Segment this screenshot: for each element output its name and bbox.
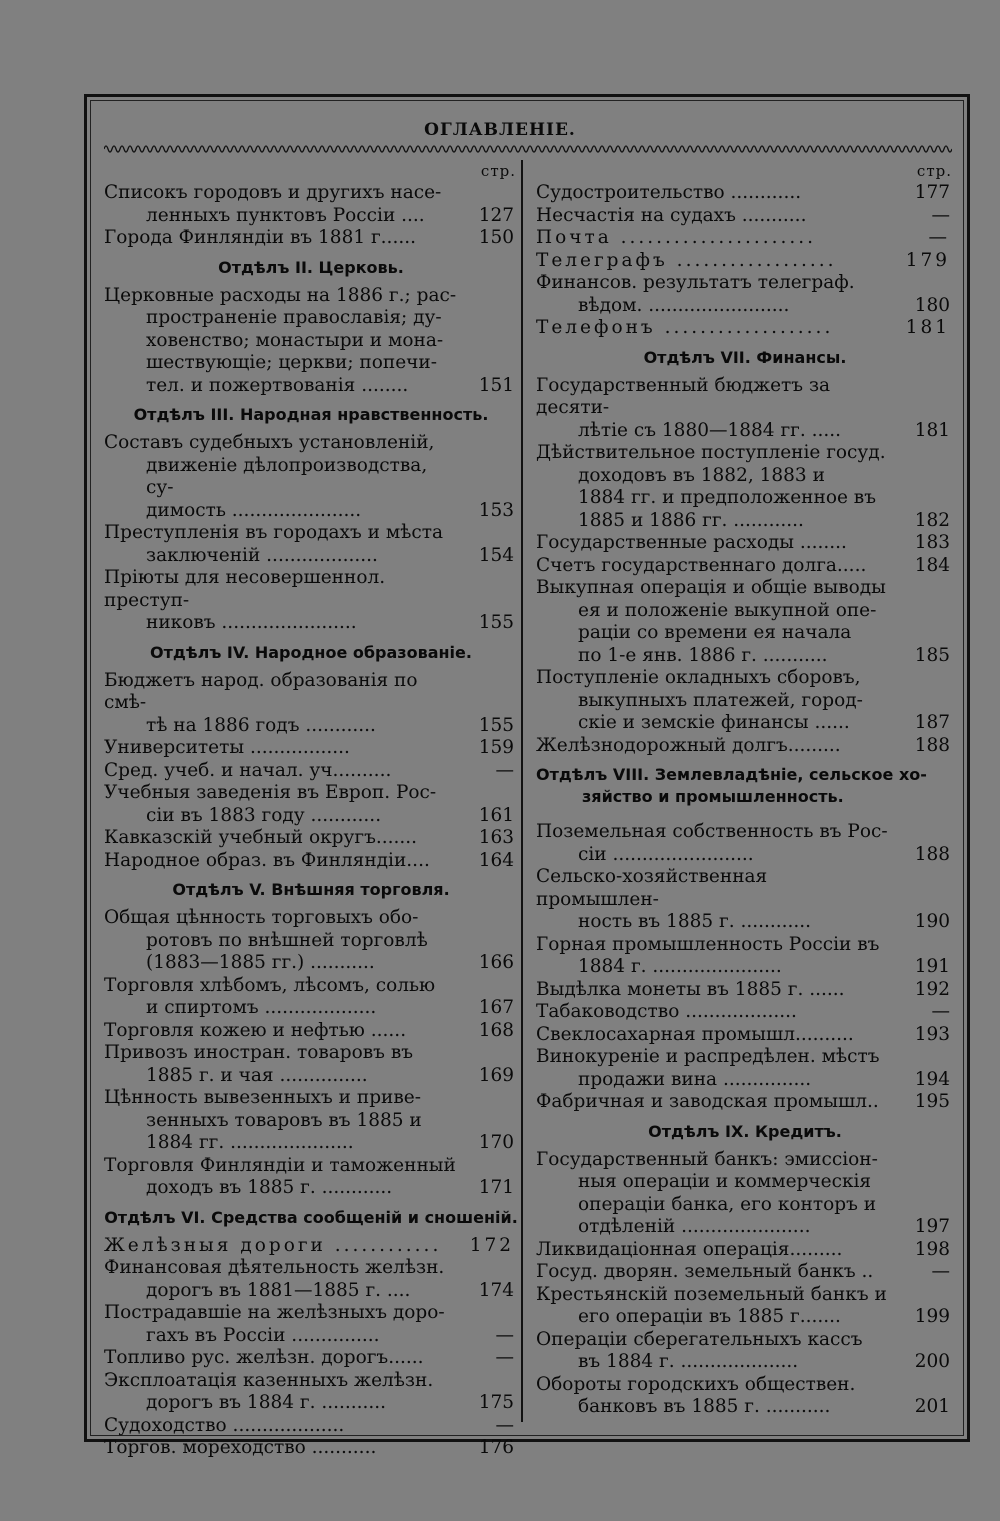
toc-page-number: 193 bbox=[914, 1023, 950, 1045]
toc-page-number: 180 bbox=[914, 294, 950, 316]
toc-entry[interactable] bbox=[104, 182, 518, 227]
toc-entry-text: Госуд. дворян. земельный банкъ .. bbox=[536, 1261, 874, 1282]
toc-entry[interactable] bbox=[104, 432, 518, 522]
toc-page-number: 159 bbox=[478, 737, 514, 758]
toc-entry-text: Желѣзныя дороги ............ bbox=[104, 1234, 442, 1256]
toc-entry[interactable] bbox=[104, 285, 518, 398]
toc-entry[interactable] bbox=[104, 522, 518, 567]
toc-entry-text: Сельско-хозяйственная промышлен- bbox=[536, 866, 768, 910]
toc-entry-text: 1885 и 1886 гг. ............ bbox=[578, 509, 804, 531]
toc-entry-text: ленныхъ пунктовъ Россіи .... bbox=[146, 204, 425, 226]
toc-entry-text: Телеграфъ .................. bbox=[536, 249, 837, 271]
toc-entry-text: Операціи сберегательныхъ кассъ bbox=[536, 1328, 863, 1350]
toc-entry-text: Сред. учеб. и начал. уч.......... bbox=[104, 759, 392, 781]
toc-page-number: 181 bbox=[905, 317, 950, 338]
toc-entry-text: Крестьянскій поземельный банкъ и bbox=[536, 1283, 887, 1305]
toc-page-number: 183 bbox=[914, 532, 950, 553]
toc-page-number: 172 bbox=[469, 1234, 514, 1256]
toc-page-number: 181 bbox=[914, 419, 950, 441]
toc-entry[interactable] bbox=[104, 737, 518, 760]
toc-entry[interactable] bbox=[104, 670, 518, 738]
toc-entry[interactable] bbox=[104, 1155, 518, 1200]
toc-entry-text: Народное образ. въ Финляндіи.... bbox=[104, 849, 430, 871]
section-heading bbox=[104, 404, 518, 426]
toc-page-number: 194 bbox=[914, 1068, 950, 1090]
toc-entry-text: движеніе дѣлопроизводства, су- bbox=[146, 454, 428, 498]
page-column-label: стр. bbox=[480, 162, 516, 180]
toc-entry[interactable] bbox=[536, 442, 954, 532]
toc-entry-text: продажи вина ............... bbox=[578, 1068, 812, 1090]
toc-page-number: 176 bbox=[478, 1437, 514, 1458]
toc-page-number: 161 bbox=[478, 804, 514, 826]
section-heading bbox=[536, 1121, 954, 1143]
page-title: ОГЛАВЛЕНІЕ. bbox=[424, 120, 576, 140]
toc-entry[interactable] bbox=[536, 227, 954, 250]
toc-page-number: 177 bbox=[914, 182, 950, 203]
toc-page-number: 171 bbox=[478, 1177, 514, 1198]
toc-page-number: 199 bbox=[914, 1306, 950, 1327]
toc-entry[interactable] bbox=[104, 1437, 518, 1460]
decorative-wavy-rule bbox=[104, 142, 952, 156]
toc-entry-text: Поземельная собственность въ Рос- bbox=[536, 821, 888, 842]
toc-entry-text: ныя операціи и коммерческія bbox=[578, 1171, 872, 1192]
toc-entry-text: его операціи въ 1885 г....... bbox=[578, 1306, 841, 1327]
toc-page-number: 163 bbox=[478, 827, 514, 848]
toc-entry-text: и спиртомъ ................... bbox=[146, 997, 377, 1018]
section-heading bbox=[104, 1207, 518, 1229]
toc-entry[interactable] bbox=[536, 1001, 954, 1024]
toc-entry-text: Поступленіе окладныхъ сборовъ, bbox=[536, 667, 861, 688]
toc-entry-text: Пострадавшіе на желѣзныхъ доро- bbox=[104, 1302, 445, 1323]
toc-entry-text: Эксплоатація казенныхъ желѣзн. bbox=[104, 1369, 434, 1391]
toc-page-number: 184 bbox=[914, 554, 950, 576]
toc-entry[interactable] bbox=[536, 1046, 954, 1091]
toc-entry[interactable] bbox=[536, 934, 954, 979]
section-heading bbox=[104, 642, 518, 664]
toc-page-number: 187 bbox=[914, 712, 950, 733]
section-heading-line: Отдѣлъ VI. Средства сообщеній и сношеній. bbox=[104, 1207, 518, 1227]
toc-entry-text: выкупныхъ платежей, город- bbox=[578, 689, 863, 711]
toc-entry-text: въ 1884 г. .................... bbox=[578, 1351, 799, 1372]
toc-page-number: 169 bbox=[478, 1064, 514, 1086]
toc-entry-text: 1884 г. ...................... bbox=[578, 956, 782, 977]
toc-entry-text: Судоходство ................... bbox=[104, 1414, 345, 1436]
toc-entry[interactable] bbox=[536, 272, 954, 317]
section-heading bbox=[104, 257, 518, 279]
toc-entry[interactable] bbox=[536, 205, 954, 228]
toc-entry-text: Дѣйствительное поступленіе госуд. bbox=[536, 442, 886, 463]
toc-entry[interactable] bbox=[104, 975, 518, 1020]
toc-entry[interactable] bbox=[536, 1149, 954, 1239]
toc-entry[interactable] bbox=[536, 375, 954, 443]
toc-page-number: 175 bbox=[478, 1392, 514, 1413]
toc-entry[interactable] bbox=[536, 317, 954, 340]
toc-page-number: 170 bbox=[478, 1132, 514, 1153]
toc-entry[interactable] bbox=[104, 1257, 518, 1302]
toc-entry-text: 1884 гг. ..................... bbox=[146, 1132, 354, 1153]
toc-entry[interactable] bbox=[536, 532, 954, 555]
toc-entry-text: Торговля хлѣбомъ, лѣсомъ, солью bbox=[104, 974, 436, 996]
toc-entry-text: зенныхъ товаровъ въ 1885 и bbox=[146, 1109, 422, 1131]
toc-page-number: 201 bbox=[914, 1396, 950, 1417]
toc-page-number: 164 bbox=[478, 849, 514, 871]
toc-entry-text: никовъ ....................... bbox=[146, 612, 357, 633]
toc-entry-text: Свеклосахарная промышл.......... bbox=[536, 1023, 854, 1045]
toc-entry-text: Финансовая дѣятельность желѣзн. bbox=[104, 1257, 445, 1278]
toc-page-number: — bbox=[495, 759, 514, 781]
toc-page-number: 185 bbox=[914, 644, 950, 666]
toc-page-number: — bbox=[931, 1261, 950, 1282]
toc-entry[interactable] bbox=[104, 907, 518, 975]
toc-entry-text: Пріюты для несовершеннол. преступ- bbox=[104, 567, 386, 611]
toc-entry-text: Выкупная операція и общіе выводы bbox=[536, 577, 886, 598]
toc-entry-text: заключеній ................... bbox=[146, 544, 378, 566]
toc-page-number: 200 bbox=[914, 1351, 950, 1372]
toc-page-number: 188 bbox=[914, 734, 950, 756]
toc-entry-text: Счетъ государственнаго долга..... bbox=[536, 554, 867, 576]
toc-entry[interactable] bbox=[536, 1091, 954, 1114]
toc-entry[interactable] bbox=[104, 1235, 518, 1258]
toc-entry[interactable] bbox=[104, 1370, 518, 1415]
toc-entry-text: Ликвидаціонная операція......... bbox=[536, 1238, 843, 1260]
toc-entry[interactable] bbox=[104, 1087, 518, 1155]
toc-entry-text: (1883—1885 гг.) ........... bbox=[146, 952, 375, 973]
toc-page-number: 154 bbox=[478, 544, 514, 566]
toc-entry-text: 1885 г. и чая ............... bbox=[146, 1064, 368, 1086]
toc-entry-text: скіе и земскіе финансы ...... bbox=[578, 712, 850, 733]
section-heading-line: зяйство и промышленность. bbox=[582, 787, 844, 806]
toc-entry[interactable] bbox=[104, 827, 518, 850]
toc-entry-text: Университеты ................. bbox=[104, 737, 350, 758]
toc-entry-text: лѣтіе съ 1880—1884 гг. ..... bbox=[578, 419, 841, 441]
toc-entry-text: Почта ...................... bbox=[536, 227, 817, 248]
toc-page-number: 166 bbox=[478, 952, 514, 973]
toc-page-number: 190 bbox=[914, 911, 950, 932]
toc-entry-text: Торгов. мореходство ........... bbox=[104, 1437, 377, 1458]
toc-entry[interactable] bbox=[104, 1415, 518, 1438]
toc-entry-text: Государственный банкъ: эмиссіон- bbox=[536, 1148, 878, 1170]
toc-page-number: 195 bbox=[914, 1091, 950, 1112]
toc-entry-text: отдѣленій ...................... bbox=[578, 1216, 811, 1237]
toc-entry-text: тѣ на 1886 годъ ............ bbox=[146, 714, 376, 736]
toc-entry-text: Обороты городскихъ обществен. bbox=[536, 1373, 856, 1395]
toc-page-number: 192 bbox=[914, 978, 950, 1000]
toc-entry[interactable] bbox=[536, 182, 954, 205]
toc-entry[interactable] bbox=[104, 227, 518, 250]
toc-entry-text: ность въ 1885 г. ............ bbox=[578, 911, 812, 932]
toc-entry-text: Составъ судебныхъ установленій, bbox=[104, 432, 435, 453]
toc-entry[interactable] bbox=[104, 760, 518, 783]
toc-page-number: 167 bbox=[478, 997, 514, 1018]
toc-entry-text: ротовъ по внѣшней торговлѣ bbox=[146, 929, 428, 951]
toc-page-number: 174 bbox=[478, 1279, 514, 1301]
toc-page-number: 182 bbox=[914, 509, 950, 531]
toc-page-number: — bbox=[495, 1324, 514, 1346]
toc-entry[interactable] bbox=[536, 979, 954, 1002]
toc-entry[interactable] bbox=[536, 735, 954, 758]
toc-entry-text: сіи ........................ bbox=[578, 843, 754, 865]
toc-entry-text: 1884 гг. и предположенное въ bbox=[578, 487, 876, 508]
toc-entry-text: пространеніе православія; ду- bbox=[146, 307, 442, 328]
toc-page-number: — bbox=[495, 1347, 514, 1368]
toc-page-number: — bbox=[931, 1001, 950, 1022]
toc-entry[interactable] bbox=[536, 667, 954, 735]
toc-page-number: 155 bbox=[478, 612, 514, 633]
toc-entry-text: Финансов. результатъ телеграф. bbox=[536, 272, 855, 293]
toc-entry-text: гахъ въ Россіи ............... bbox=[146, 1324, 380, 1346]
toc-page-number: — bbox=[495, 1414, 514, 1436]
section-heading-line: Отдѣлъ VII. Финансы. bbox=[643, 347, 847, 367]
toc-entry-text: Государственный бюджетъ за десяти- bbox=[536, 374, 831, 418]
section-heading-line: Отдѣлъ IX. Кредитъ. bbox=[648, 1121, 842, 1141]
toc-entry-text: Судостроительство ............ bbox=[536, 182, 802, 203]
toc-entry-text: Торговля кожею и нефтью ...... bbox=[104, 1019, 407, 1041]
toc-entry[interactable] bbox=[536, 250, 954, 273]
toc-entry-text: Общая цѣнность торговыхъ обо- bbox=[104, 907, 419, 928]
toc-entry-text: Учебныя заведенія въ Европ. Рос- bbox=[104, 782, 437, 803]
toc-entry[interactable] bbox=[104, 1020, 518, 1043]
toc-entry[interactable] bbox=[536, 1239, 954, 1262]
toc-entry-text: сіи въ 1883 году ............ bbox=[146, 804, 382, 826]
toc-entry-text: Фабричная и заводская промышл.. bbox=[536, 1091, 879, 1112]
toc-entry-text: дорогъ въ 1884 г. ........... bbox=[146, 1392, 387, 1413]
toc-page-number: 151 bbox=[478, 374, 514, 396]
column-divider bbox=[521, 160, 523, 1422]
toc-entry-text: ея и положеніе выкупной опе- bbox=[578, 599, 877, 621]
section-heading-line: Отдѣлъ IV. Народное образованіе. bbox=[150, 642, 472, 662]
toc-entry-text: Цѣнность вывезенныхъ и приве- bbox=[104, 1087, 421, 1108]
toc-entry[interactable] bbox=[104, 850, 518, 873]
toc-page-number: 150 bbox=[478, 227, 514, 248]
toc-entry[interactable] bbox=[536, 577, 954, 667]
section-heading-line: Отдѣлъ VIII. Землевладѣніе, сельское хо- bbox=[536, 765, 927, 784]
toc-page-number: 168 bbox=[478, 1019, 514, 1041]
toc-page-number: 155 bbox=[478, 714, 514, 736]
toc-entry-text: доходъ въ 1885 г. ............ bbox=[146, 1177, 393, 1198]
section-heading-line: Отдѣлъ II. Церковь. bbox=[218, 257, 404, 277]
toc-entry-text: раціи со времени ея начала bbox=[578, 622, 852, 643]
page-column-label: стр. bbox=[916, 162, 952, 180]
toc-entry-text: Выдѣлка монеты въ 1885 г. ...... bbox=[536, 978, 845, 1000]
toc-entry[interactable] bbox=[536, 866, 954, 934]
toc-entry-text: Несчастія на судахъ ........... bbox=[536, 204, 807, 226]
toc-entry-text: Государственные расходы ........ bbox=[536, 532, 847, 553]
toc-page-number: 197 bbox=[914, 1216, 950, 1237]
toc-entry-text: банковъ въ 1885 г. ........... bbox=[578, 1396, 831, 1417]
toc-page-number: 153 bbox=[478, 499, 514, 521]
toc-entry[interactable] bbox=[104, 1302, 518, 1347]
toc-entry-text: тел. и пожертвованія ........ bbox=[146, 374, 409, 396]
toc-entry-text: Привозъ иностран. товаровъ въ bbox=[104, 1042, 414, 1063]
toc-entry-text: Торговля Финляндіи и таможенный bbox=[104, 1154, 456, 1176]
toc-entry-text: димость ...................... bbox=[146, 499, 362, 521]
toc-entry-text: дорогъ въ 1881—1885 г. .... bbox=[146, 1279, 411, 1301]
toc-entry-text: вѣдом. ........................ bbox=[578, 294, 790, 316]
toc-entry-text: Винокуреніе и распредѣлен. мѣстъ bbox=[536, 1046, 880, 1067]
toc-page-number: 198 bbox=[914, 1238, 950, 1260]
toc-entry-text: Горная промышленность Россіи въ bbox=[536, 933, 880, 955]
toc-entry-text: ховенство; монастыри и мона- bbox=[146, 329, 444, 351]
toc-page-number: 191 bbox=[914, 956, 950, 977]
toc-entry-text: по 1-е янв. 1886 г. ........... bbox=[578, 644, 828, 666]
toc-entry[interactable] bbox=[536, 1329, 954, 1374]
toc-right-column bbox=[536, 160, 954, 1419]
toc-page-number: — bbox=[931, 204, 950, 226]
toc-entry-text: Табаководство ................... bbox=[536, 1001, 797, 1022]
toc-entry[interactable] bbox=[536, 1024, 954, 1047]
toc-page-number: 188 bbox=[914, 843, 950, 865]
toc-entry-text: Бюджетъ народ. образованія по смѣ- bbox=[104, 669, 418, 713]
toc-entry-text: операціи банка, его конторъ и bbox=[578, 1193, 877, 1215]
toc-entry-text: Города Финляндіи въ 1881 г...... bbox=[104, 227, 416, 248]
toc-entry[interactable] bbox=[536, 1284, 954, 1329]
toc-entry-text: Преступленія въ городахъ и мѣста bbox=[104, 522, 443, 543]
section-heading bbox=[104, 879, 518, 901]
toc-entry-text: шествующіе; церкви; попечи- bbox=[146, 352, 437, 373]
toc-entry-text: Топливо рус. желѣзн. дорогъ...... bbox=[104, 1347, 424, 1368]
toc-entry[interactable] bbox=[536, 555, 954, 578]
toc-entry[interactable] bbox=[104, 1042, 518, 1087]
toc-entry-text: Списокъ городовъ и другихъ насе- bbox=[104, 182, 442, 203]
section-heading-line: Отдѣлъ V. Внѣшняя торговля. bbox=[172, 880, 450, 899]
toc-entry-text: доходовъ въ 1882, 1883 и bbox=[578, 464, 825, 486]
toc-page-number: 179 bbox=[905, 249, 950, 271]
toc-entry-text: Кавказскій учебный округъ....... bbox=[104, 827, 418, 848]
section-heading bbox=[536, 764, 954, 808]
toc-entry[interactable] bbox=[104, 782, 518, 827]
toc-page-number: — bbox=[928, 227, 950, 248]
toc-entry-text: Телефонъ ................... bbox=[536, 317, 834, 338]
toc-entry[interactable] bbox=[536, 1261, 954, 1284]
section-heading-line: Отдѣлъ III. Народная нравственность. bbox=[133, 405, 489, 424]
toc-entry-text: Желѣзнодорожный долгъ......... bbox=[536, 734, 841, 756]
toc-entry[interactable] bbox=[104, 1347, 518, 1370]
toc-left-column bbox=[104, 160, 518, 1460]
toc-page-number: 127 bbox=[478, 204, 514, 226]
toc-entry[interactable] bbox=[536, 1374, 954, 1419]
toc-entry-text: Церковные расходы на 1886 г.; рас- bbox=[104, 284, 457, 306]
section-heading bbox=[536, 347, 954, 369]
toc-entry[interactable] bbox=[104, 567, 518, 635]
toc-entry[interactable] bbox=[536, 821, 954, 866]
